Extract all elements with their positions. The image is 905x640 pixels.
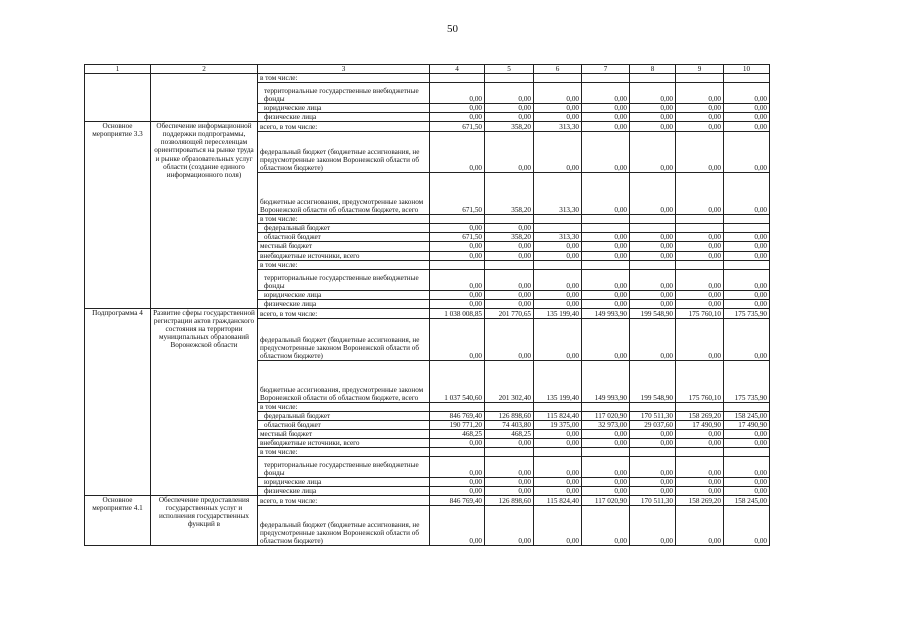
amount-cell: 1 037 540,60 <box>430 360 485 402</box>
funding-source-cell: областной бюджет <box>258 420 430 429</box>
amount-cell: 0,00 <box>630 113 676 122</box>
amount-cell: 0,00 <box>534 242 582 251</box>
amount-cell: 0,00 <box>630 83 676 104</box>
amount-cell: 671,50 <box>430 122 485 132</box>
amount-cell <box>534 224 582 233</box>
column-header: 8 <box>630 65 676 74</box>
funding-source-cell: федеральный бюджет <box>258 224 430 233</box>
amount-cell: 0,00 <box>534 457 582 478</box>
funding-source-cell: юридические лица <box>258 290 430 299</box>
funding-source-cell: местный бюджет <box>258 242 430 251</box>
measure-name-cell: Развитие сферы государственной регистрации актов гражданского состояния на территории муниципальных образований Воронежской области <box>151 308 258 496</box>
amount-cell: 126 898,60 <box>485 411 534 420</box>
amount-cell: 0,00 <box>430 242 485 251</box>
amount-cell <box>676 448 724 457</box>
page-number: 50 <box>447 23 458 35</box>
amount-cell: 0,00 <box>534 439 582 448</box>
funding-source-cell: территориальные государственные внебюджетные фонды <box>258 457 430 478</box>
amount-cell: 0,00 <box>534 299 582 308</box>
amount-cell <box>630 260 676 269</box>
amount-cell: 29 037,60 <box>630 420 676 429</box>
amount-cell: 0,00 <box>630 251 676 260</box>
amount-cell: 0,00 <box>485 83 534 104</box>
amount-cell: 0,00 <box>485 439 534 448</box>
amount-cell: 0,00 <box>724 132 770 173</box>
amount-cell: 0,00 <box>430 487 485 496</box>
amount-cell: 0,00 <box>582 242 630 251</box>
amount-cell: 175 760,10 <box>676 360 724 402</box>
amount-cell: 0,00 <box>676 242 724 251</box>
funding-source-cell: местный бюджет <box>258 429 430 438</box>
amount-cell <box>724 74 770 83</box>
amount-cell: 170 511,30 <box>630 496 676 506</box>
funding-source-cell: в том числе: <box>258 448 430 457</box>
amount-cell: 0,00 <box>724 83 770 104</box>
amount-cell <box>485 215 534 224</box>
amount-cell: 0,00 <box>676 251 724 260</box>
amount-cell: 0,00 <box>676 269 724 290</box>
amount-cell: 0,00 <box>430 478 485 487</box>
amount-cell <box>676 74 724 83</box>
amount-cell <box>430 74 485 83</box>
funding-source-cell: внебюджетные источники, всего <box>258 439 430 448</box>
funding-source-cell: территориальные государственные внебюджетные фонды <box>258 83 430 104</box>
measure-name-cell: Обеспечение информационной поддержки подпрограммы, позволяющей переселенцам ориентироваться на рынке труда и рынке образовательных услуг области (создание единого информационного поля) <box>151 122 258 309</box>
amount-cell <box>430 402 485 411</box>
amount-cell: 0,00 <box>630 299 676 308</box>
amount-cell: 0,00 <box>676 122 724 132</box>
column-header: 3 <box>258 65 430 74</box>
funding-source-cell: юридические лица <box>258 478 430 487</box>
amount-cell: 0,00 <box>676 478 724 487</box>
amount-cell: 0,00 <box>430 457 485 478</box>
amount-cell: 0,00 <box>534 506 582 546</box>
amount-cell: 313,30 <box>534 122 582 132</box>
amount-cell: 358,20 <box>485 233 534 242</box>
amount-cell: 0,00 <box>582 269 630 290</box>
amount-cell: 0,00 <box>485 242 534 251</box>
amount-cell: 117 020,90 <box>582 411 630 420</box>
column-header: 7 <box>582 65 630 74</box>
amount-cell <box>485 74 534 83</box>
amount-cell: 0,00 <box>630 132 676 173</box>
table-row <box>85 308 770 318</box>
amount-cell <box>724 215 770 224</box>
funding-source-cell: в том числе: <box>258 215 430 224</box>
amount-cell: 0,00 <box>430 318 485 360</box>
funding-source-cell: федеральный бюджет (бюджетные ассигнования, не предусмотренные законом Воронежской области об областном бюджете) <box>258 506 430 546</box>
amount-cell: 0,00 <box>534 251 582 260</box>
funding-source-cell: всего, в том числе: <box>258 308 430 318</box>
amount-cell: 0,00 <box>485 132 534 173</box>
amount-cell: 0,00 <box>630 104 676 113</box>
amount-cell <box>534 448 582 457</box>
amount-cell: 135 199,40 <box>534 308 582 318</box>
amount-cell <box>630 402 676 411</box>
amount-cell <box>582 74 630 83</box>
measure-code-cell: Основное мероприятие 3.3 <box>85 122 151 309</box>
amount-cell: 468,25 <box>430 429 485 438</box>
amount-cell: 149 993,90 <box>582 308 630 318</box>
amount-cell: 0,00 <box>630 487 676 496</box>
amount-cell: 0,00 <box>534 269 582 290</box>
amount-cell <box>485 448 534 457</box>
amount-cell: 126 898,60 <box>485 496 534 506</box>
amount-cell: 199 548,90 <box>630 308 676 318</box>
amount-cell: 201 770,65 <box>485 308 534 318</box>
amount-cell: 358,20 <box>485 173 534 215</box>
amount-cell: 313,30 <box>534 173 582 215</box>
amount-cell: 0,00 <box>676 173 724 215</box>
amount-cell: 0,00 <box>430 251 485 260</box>
amount-cell: 175 760,10 <box>676 308 724 318</box>
amount-cell <box>630 448 676 457</box>
amount-cell <box>630 224 676 233</box>
amount-cell: 0,00 <box>534 132 582 173</box>
funding-source-cell: бюджетные ассигнования, предусмотренные законом Воронежской области об областном бюджете, всего <box>258 173 430 215</box>
budget-table <box>84 64 770 546</box>
column-header-row <box>85 65 770 74</box>
table-row <box>85 74 770 83</box>
amount-cell: 0,00 <box>582 233 630 242</box>
amount-cell: 0,00 <box>430 113 485 122</box>
amount-cell: 0,00 <box>724 113 770 122</box>
amount-cell: 0,00 <box>534 478 582 487</box>
amount-cell: 0,00 <box>485 457 534 478</box>
amount-cell: 468,25 <box>485 429 534 438</box>
amount-cell: 0,00 <box>582 299 630 308</box>
amount-cell: 32 973,00 <box>582 420 630 429</box>
amount-cell: 0,00 <box>485 318 534 360</box>
funding-source-cell: областной бюджет <box>258 233 430 242</box>
amount-cell <box>534 74 582 83</box>
table-row <box>85 496 770 506</box>
amount-cell: 0,00 <box>724 506 770 546</box>
amount-cell <box>676 402 724 411</box>
amount-cell: 0,00 <box>724 104 770 113</box>
amount-cell: 0,00 <box>582 290 630 299</box>
amount-cell: 158 245,00 <box>724 496 770 506</box>
amount-cell: 0,00 <box>582 487 630 496</box>
amount-cell <box>582 260 630 269</box>
amount-cell: 0,00 <box>485 478 534 487</box>
amount-cell: 0,00 <box>630 478 676 487</box>
amount-cell: 199 548,90 <box>630 360 676 402</box>
amount-cell: 0,00 <box>485 487 534 496</box>
amount-cell: 0,00 <box>630 318 676 360</box>
amount-cell <box>485 402 534 411</box>
amount-cell <box>582 224 630 233</box>
amount-cell: 158 269,20 <box>676 411 724 420</box>
amount-cell: 0,00 <box>485 269 534 290</box>
amount-cell: 175 735,90 <box>724 308 770 318</box>
amount-cell <box>485 260 534 269</box>
funding-source-cell: федеральный бюджет <box>258 411 430 420</box>
amount-cell: 0,00 <box>676 290 724 299</box>
amount-cell: 0,00 <box>582 439 630 448</box>
amount-cell: 0,00 <box>676 457 724 478</box>
amount-cell <box>534 215 582 224</box>
amount-cell: 0,00 <box>582 506 630 546</box>
amount-cell: 0,00 <box>724 478 770 487</box>
funding-source-cell: в том числе: <box>258 402 430 411</box>
amount-cell <box>582 448 630 457</box>
amount-cell <box>724 224 770 233</box>
amount-cell: 0,00 <box>630 290 676 299</box>
amount-cell: 115 824,40 <box>534 496 582 506</box>
amount-cell: 0,00 <box>582 251 630 260</box>
amount-cell: 149 993,90 <box>582 360 630 402</box>
funding-source-cell: территориальные государственные внебюджетные фонды <box>258 269 430 290</box>
amount-cell: 19 375,00 <box>534 420 582 429</box>
funding-source-cell: физические лица <box>258 487 430 496</box>
amount-cell <box>676 224 724 233</box>
amount-cell: 0,00 <box>430 224 485 233</box>
amount-cell: 0,00 <box>676 132 724 173</box>
column-header: 1 <box>85 65 151 74</box>
amount-cell: 0,00 <box>676 233 724 242</box>
funding-source-cell: всего, в том числе: <box>258 122 430 132</box>
funding-source-cell: в том числе: <box>258 260 430 269</box>
amount-cell: 0,00 <box>534 318 582 360</box>
amount-cell: 117 020,90 <box>582 496 630 506</box>
amount-cell: 0,00 <box>534 83 582 104</box>
amount-cell: 0,00 <box>430 299 485 308</box>
amount-cell: 671,50 <box>430 233 485 242</box>
funding-source-cell: физические лица <box>258 299 430 308</box>
amount-cell: 135 199,40 <box>534 360 582 402</box>
amount-cell: 0,00 <box>430 269 485 290</box>
amount-cell: 0,00 <box>676 104 724 113</box>
measure-code-cell: Подпрограмма 4 <box>85 308 151 496</box>
amount-cell: 0,00 <box>724 173 770 215</box>
amount-cell: 0,00 <box>534 290 582 299</box>
amount-cell: 0,00 <box>630 122 676 132</box>
amount-cell: 0,00 <box>485 251 534 260</box>
amount-cell: 0,00 <box>724 299 770 308</box>
amount-cell: 0,00 <box>485 290 534 299</box>
amount-cell <box>630 215 676 224</box>
amount-cell: 0,00 <box>724 439 770 448</box>
amount-cell: 170 511,30 <box>630 411 676 420</box>
amount-cell: 0,00 <box>582 132 630 173</box>
amount-cell: 190 771,20 <box>430 420 485 429</box>
amount-cell: 846 769,40 <box>430 411 485 420</box>
amount-cell: 0,00 <box>676 429 724 438</box>
amount-cell: 0,00 <box>430 290 485 299</box>
amount-cell: 0,00 <box>485 104 534 113</box>
amount-cell: 201 302,40 <box>485 360 534 402</box>
amount-cell: 175 735,90 <box>724 360 770 402</box>
amount-cell: 0,00 <box>582 457 630 478</box>
amount-cell: 0,00 <box>676 506 724 546</box>
amount-cell: 1 038 008,85 <box>430 308 485 318</box>
funding-source-cell: в том числе: <box>258 74 430 83</box>
amount-cell: 0,00 <box>630 506 676 546</box>
amount-cell <box>534 260 582 269</box>
amount-cell <box>582 215 630 224</box>
amount-cell: 0,00 <box>630 429 676 438</box>
amount-cell: 0,00 <box>534 429 582 438</box>
amount-cell <box>676 260 724 269</box>
column-header: 10 <box>724 65 770 74</box>
amount-cell <box>534 402 582 411</box>
amount-cell: 0,00 <box>485 113 534 122</box>
amount-cell <box>430 260 485 269</box>
amount-cell: 0,00 <box>724 290 770 299</box>
amount-cell: 0,00 <box>582 122 630 132</box>
amount-cell: 115 824,40 <box>534 411 582 420</box>
amount-cell <box>724 260 770 269</box>
amount-cell: 0,00 <box>630 269 676 290</box>
measure-code-cell <box>85 74 151 122</box>
amount-cell: 0,00 <box>676 487 724 496</box>
amount-cell: 0,00 <box>430 439 485 448</box>
column-header: 4 <box>430 65 485 74</box>
amount-cell: 0,00 <box>485 506 534 546</box>
amount-cell: 0,00 <box>582 104 630 113</box>
amount-cell <box>630 74 676 83</box>
table-row <box>85 122 770 132</box>
amount-cell: 0,00 <box>724 487 770 496</box>
column-header: 9 <box>676 65 724 74</box>
amount-cell: 0,00 <box>582 113 630 122</box>
amount-cell <box>430 448 485 457</box>
amount-cell: 313,30 <box>534 233 582 242</box>
measure-name-cell: Обеспечение предоставления государственных услуг и исполнения государственных функций в <box>151 496 258 546</box>
amount-cell: 0,00 <box>534 487 582 496</box>
amount-cell: 0,00 <box>485 224 534 233</box>
amount-cell: 358,20 <box>485 122 534 132</box>
amount-cell: 17 490,90 <box>724 420 770 429</box>
amount-cell: 0,00 <box>430 104 485 113</box>
amount-cell: 0,00 <box>676 439 724 448</box>
amount-cell: 0,00 <box>582 478 630 487</box>
funding-source-cell: всего, в том числе: <box>258 496 430 506</box>
column-header: 6 <box>534 65 582 74</box>
amount-cell <box>430 215 485 224</box>
amount-cell: 671,50 <box>430 173 485 215</box>
amount-cell: 0,00 <box>676 299 724 308</box>
measure-name-cell <box>151 74 258 122</box>
column-header: 5 <box>485 65 534 74</box>
amount-cell: 0,00 <box>630 439 676 448</box>
amount-cell <box>724 448 770 457</box>
column-header: 2 <box>151 65 258 74</box>
amount-cell: 0,00 <box>724 318 770 360</box>
funding-source-cell: федеральный бюджет (бюджетные ассигнования, не предусмотренные законом Воронежской области об областном бюджете) <box>258 318 430 360</box>
amount-cell: 0,00 <box>724 233 770 242</box>
amount-cell <box>724 402 770 411</box>
amount-cell: 0,00 <box>430 83 485 104</box>
amount-cell: 0,00 <box>630 233 676 242</box>
amount-cell: 0,00 <box>485 299 534 308</box>
funding-source-cell: внебюджетные источники, всего <box>258 251 430 260</box>
amount-cell: 158 269,20 <box>676 496 724 506</box>
funding-source-cell: юридические лица <box>258 104 430 113</box>
funding-source-cell: федеральный бюджет (бюджетные ассигнования, не предусмотренные законом Воронежской области об областном бюджете) <box>258 132 430 173</box>
amount-cell: 0,00 <box>630 242 676 251</box>
amount-cell: 0,00 <box>582 318 630 360</box>
amount-cell: 0,00 <box>630 457 676 478</box>
amount-cell: 0,00 <box>430 506 485 546</box>
funding-source-cell: бюджетные ассигнования, предусмотренные законом Воронежской области об областном бюджете, всего <box>258 360 430 402</box>
amount-cell: 0,00 <box>724 429 770 438</box>
amount-cell: 846 769,40 <box>430 496 485 506</box>
amount-cell: 0,00 <box>724 122 770 132</box>
amount-cell: 0,00 <box>582 173 630 215</box>
amount-cell: 0,00 <box>630 173 676 215</box>
funding-source-cell: физические лица <box>258 113 430 122</box>
amount-cell: 0,00 <box>534 113 582 122</box>
amount-cell: 0,00 <box>724 242 770 251</box>
amount-cell: 0,00 <box>724 251 770 260</box>
amount-cell: 0,00 <box>430 132 485 173</box>
amount-cell: 0,00 <box>582 429 630 438</box>
amount-cell: 74 403,80 <box>485 420 534 429</box>
amount-cell: 0,00 <box>676 318 724 360</box>
amount-cell: 0,00 <box>676 83 724 104</box>
amount-cell <box>676 215 724 224</box>
amount-cell: 0,00 <box>534 104 582 113</box>
amount-cell: 0,00 <box>724 457 770 478</box>
amount-cell: 17 490,90 <box>676 420 724 429</box>
amount-cell <box>582 402 630 411</box>
amount-cell: 158 245,00 <box>724 411 770 420</box>
amount-cell: 0,00 <box>676 113 724 122</box>
measure-code-cell: Основное мероприятие 4.1 <box>85 496 151 546</box>
amount-cell: 0,00 <box>724 269 770 290</box>
amount-cell: 0,00 <box>582 83 630 104</box>
